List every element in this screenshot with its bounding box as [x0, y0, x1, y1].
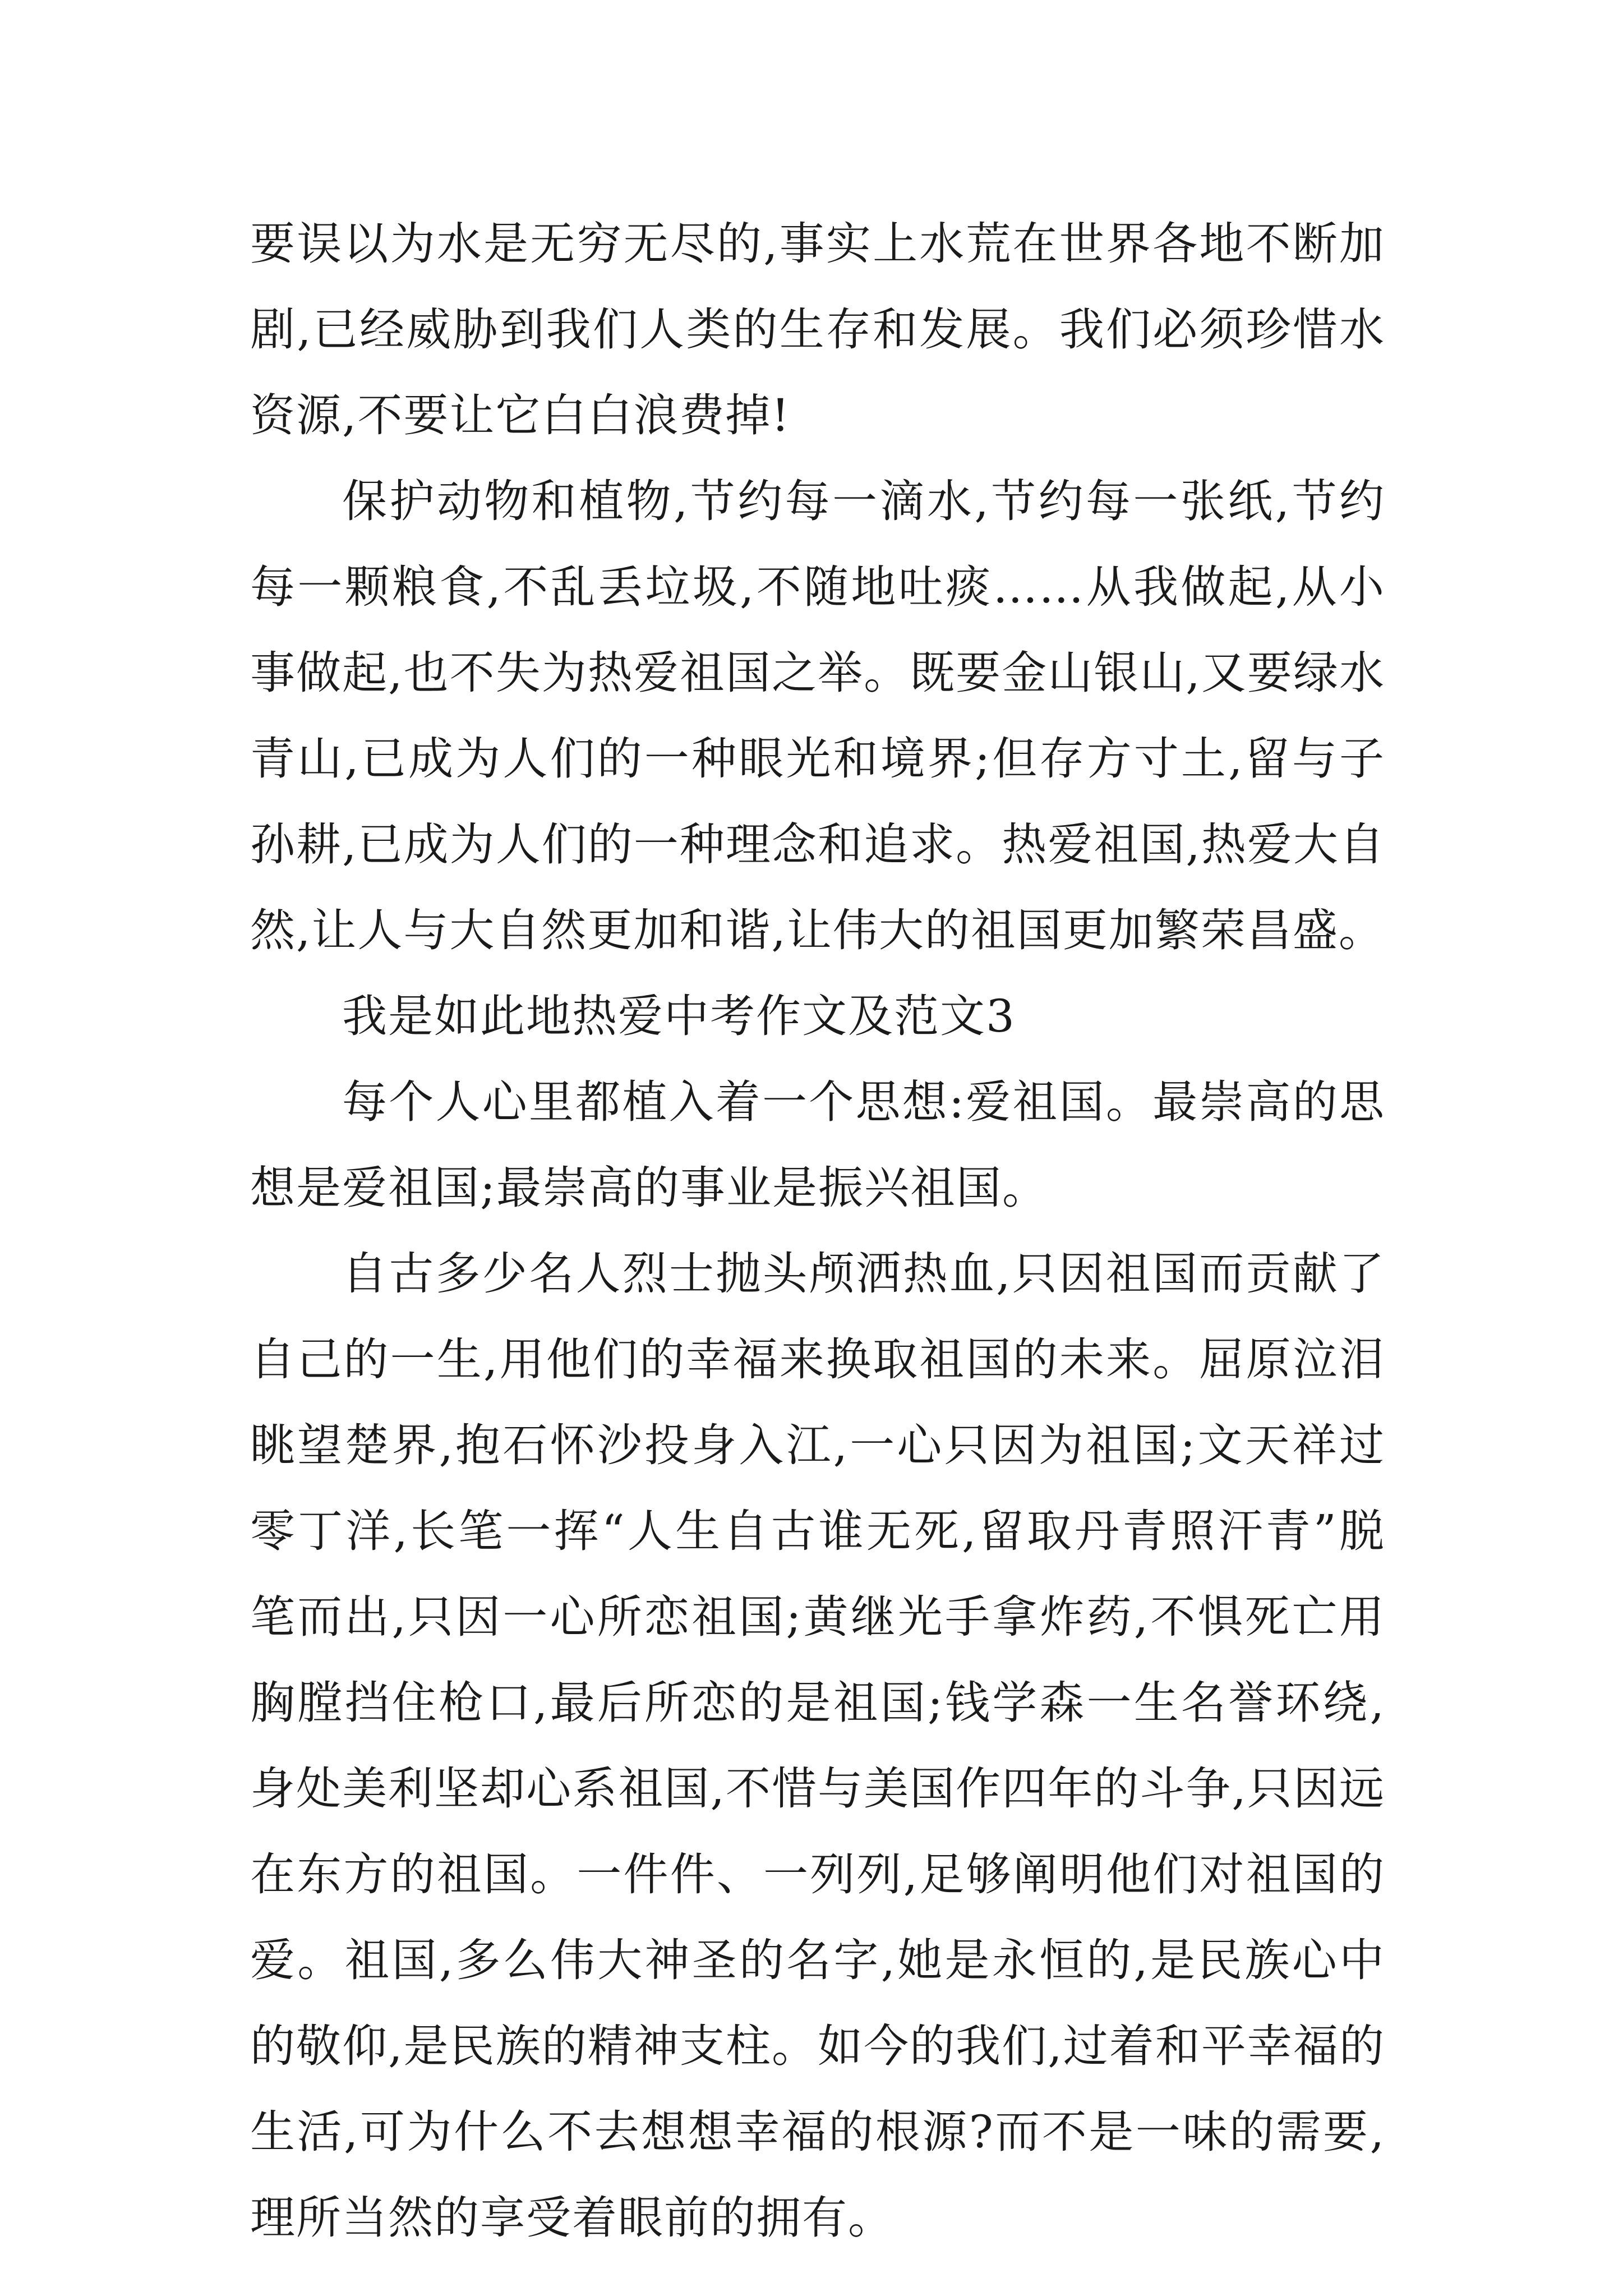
article-body [250, 201, 1385, 2261]
section-heading: 我是如此地热爱中考作文及范文3 [342, 990, 1016, 1042]
paragraph-4: 自古多少名人烈士抛头颅洒热血,只因祖国而贡献了自己的一生,用他们的幸福来换取祖国的未来。屈原泣泪眺望楚界,抱石怀沙投身入江,一心只因为祖国;文天祥过零丁洋,长笔一挥“人生自古谁无死,留取丹青照汗青”脱笔而出,只因一心所恋祖国;黄继光手拿炸药,不惧死亡用胸膛挡住枪口,最后所恋的是祖国;钱学森一生名誉环绕,身处美利坚却心系祖国,不惜与美国作四年的斗争,只因远在东方的祖国。一件件、一列列,足够阐明他们对祖国的爱。祖国,多么伟大神圣的名字,她是永恒的,是民族心中的敬仰,是民族的精神支柱。如今的我们,过着和平幸福的生活,可为什么不去想想幸福的根源?而不是一味的需要,理所当然的享受着眼前的拥有。 [250, 1248, 1385, 2244]
paragraph-1: 要误以为水是无穷无尽的,事实上水荒在世界各地不断加剧,已经威胁到我们人类的生存和发展。我们必须珍惜水资源,不要让它白白浪费掉! [250, 218, 1385, 441]
paragraph-3: 每个人心里都植入着一个思想:爱祖国。最崇高的思想是爱祖国;最崇高的事业是振兴祖国。 [250, 1076, 1385, 1214]
paragraph-2: 保护动物和植物,节约每一滴水,节约每一张纸,节约每一颗粮食,不乱丢垃圾,不随地吐痰……从我做起,从小事做起,也不失为热爱祖国之举。既要金山银山,又要绿水青山,已成为人们的一种眼光和境界;但存方寸土,留与子孙耕,已成为人们的一种理念和追求。热爱祖国,热爱大自然,让人与大自然更加和谐,让伟大的祖国更加繁荣昌盛。 [250, 475, 1385, 956]
